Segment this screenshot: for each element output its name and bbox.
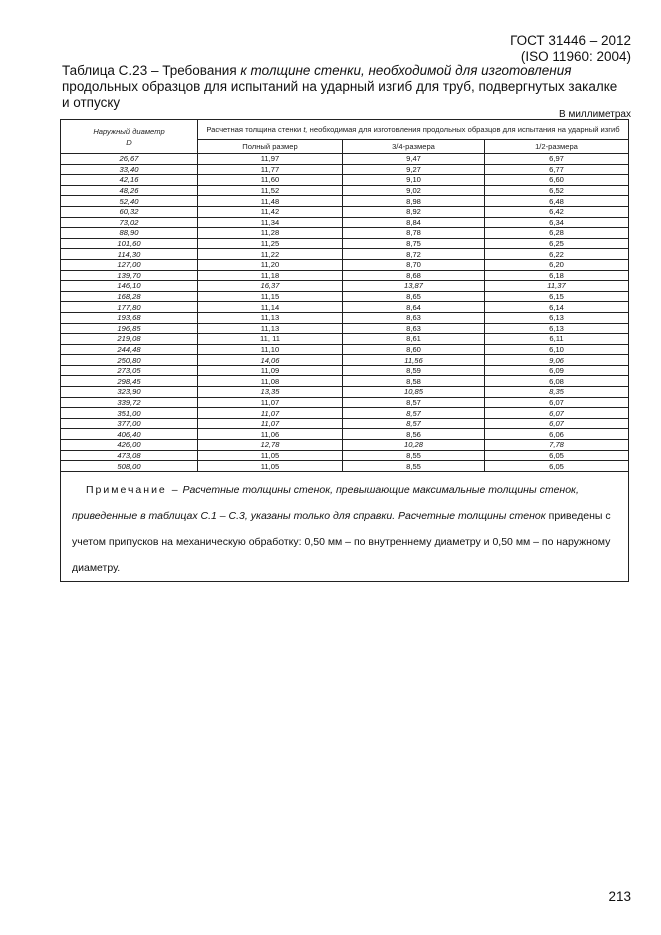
caption-italic: к толщине стенки, необходимой для изготовления — [240, 63, 572, 78]
three-quarter-size-cell: 8,84 — [343, 217, 485, 228]
three-quarter-size-cell: 13,87 — [343, 281, 485, 292]
half-size-cell: 6,34 — [485, 217, 629, 228]
three-quarter-size-cell: 8,68 — [343, 270, 485, 281]
full-size-cell: 11,42 — [198, 206, 343, 217]
table-row — [61, 397, 629, 408]
outer-diameter-cell: 244,48 — [61, 344, 198, 355]
outer-diameter-cell: 250,80 — [61, 355, 198, 366]
full-size-cell: 11,07 — [198, 408, 343, 419]
three-quarter-size-cell: 10,85 — [343, 387, 485, 398]
note-cell — [61, 471, 629, 581]
full-size-cell: 11,52 — [198, 185, 343, 196]
outer-diameter-label: Наружный диаметр — [93, 126, 165, 136]
half-size-cell: 6,07 — [485, 408, 629, 419]
table-row — [61, 440, 629, 451]
outer-diameter-cell: 127,00 — [61, 259, 198, 270]
half-size-cell: 6,08 — [485, 376, 629, 387]
full-size-cell: 11,28 — [198, 228, 343, 239]
three-quarter-size-cell: 8,57 — [343, 418, 485, 429]
half-size-cell: 6,07 — [485, 418, 629, 429]
half-size-cell: 9,06 — [485, 355, 629, 366]
table-row — [61, 376, 629, 387]
outer-diameter-cell: 298,45 — [61, 376, 198, 387]
full-size-header: Полный размер — [198, 140, 343, 154]
full-size-cell: 11,15 — [198, 291, 343, 302]
outer-diameter-cell: 146,10 — [61, 281, 198, 292]
thickness-header-a: Расчетная толщина стенки — [206, 124, 302, 134]
table-row — [61, 175, 629, 186]
note-plain-text: приведены с учетом припусков на механическую обработку: 0,50 мм – по внутреннему диаметру и 0,50 мм – по наружному диаметру. — [72, 509, 611, 574]
full-size-cell: 11,18 — [198, 270, 343, 281]
outer-diameter-cell: 508,00 — [61, 461, 198, 472]
note-label: Примечание – — [86, 483, 180, 496]
full-size-cell: 11,25 — [198, 238, 343, 249]
three-quarter-size-cell: 10,28 — [343, 440, 485, 451]
half-size-cell: 6,42 — [485, 206, 629, 217]
outer-diameter-cell: 406,40 — [61, 429, 198, 440]
table-row — [61, 238, 629, 249]
table-row — [61, 312, 629, 323]
outer-diameter-cell: 273,05 — [61, 365, 198, 376]
three-quarter-size-cell: 11,56 — [343, 355, 485, 366]
table-row — [61, 387, 629, 398]
full-size-cell: 11,05 — [198, 450, 343, 461]
outer-diameter-cell: 377,00 — [61, 418, 198, 429]
wall-thickness-table — [60, 119, 629, 582]
full-size-cell: 14,06 — [198, 355, 343, 366]
note-italic-text: Расчетные толщины стенок, превышающие максимальные толщины стенок, приведенные в таблицах C.1 – C.3, указаны только для справки. Расчетные толщины стенок — [72, 483, 579, 522]
half-size-cell: 6,60 — [485, 175, 629, 186]
half-size-cell: 6,22 — [485, 249, 629, 260]
full-size-cell: 11,06 — [198, 429, 343, 440]
page-number: 213 — [608, 889, 631, 904]
half-size-cell: 6,77 — [485, 164, 629, 175]
half-size-cell: 6,28 — [485, 228, 629, 239]
full-size-cell: 11,97 — [198, 154, 343, 165]
half-size-cell: 6,09 — [485, 365, 629, 376]
full-size-cell: 11,34 — [198, 217, 343, 228]
table-row — [61, 302, 629, 313]
table-row — [61, 418, 629, 429]
note-row — [61, 471, 629, 581]
three-quarter-size-cell: 8,61 — [343, 334, 485, 345]
three-quarter-size-header: 3/4-размера — [343, 140, 485, 154]
three-quarter-size-cell: 8,70 — [343, 259, 485, 270]
three-quarter-size-cell: 8,57 — [343, 408, 485, 419]
full-size-cell: 11,48 — [198, 196, 343, 207]
outer-diameter-cell: 177,80 — [61, 302, 198, 313]
outer-diameter-cell: 101,60 — [61, 238, 198, 249]
three-quarter-size-cell: 8,59 — [343, 365, 485, 376]
half-size-cell: 6,48 — [485, 196, 629, 207]
full-size-cell: 16,37 — [198, 281, 343, 292]
outer-diameter-cell: 168,28 — [61, 291, 198, 302]
thickness-header-b: необходимая для изготовления продольных образцов для испытания на ударный изгиб — [309, 124, 620, 134]
half-size-cell: 11,37 — [485, 281, 629, 292]
full-size-cell: 11,13 — [198, 323, 343, 334]
outer-diameter-cell: 196,85 — [61, 323, 198, 334]
full-size-cell: 11,60 — [198, 175, 343, 186]
three-quarter-size-cell: 9,10 — [343, 175, 485, 186]
half-size-cell: 6,07 — [485, 397, 629, 408]
outer-diameter-cell: 219,08 — [61, 334, 198, 345]
table-row — [61, 429, 629, 440]
half-size-cell: 6,05 — [485, 450, 629, 461]
standard-number: ГОСТ 31446 – 2012 — [510, 33, 631, 48]
three-quarter-size-cell: 9,02 — [343, 185, 485, 196]
table-row — [61, 154, 629, 165]
table-row — [61, 450, 629, 461]
full-size-cell: 11,09 — [198, 365, 343, 376]
table-row — [61, 334, 629, 345]
caption-lead: Таблица C.23 – Требования — [62, 63, 237, 78]
three-quarter-size-cell: 8,92 — [343, 206, 485, 217]
half-size-cell: 6,52 — [485, 185, 629, 196]
full-size-cell: 11,20 — [198, 259, 343, 270]
full-size-cell: 11,14 — [198, 302, 343, 313]
table-row — [61, 270, 629, 281]
table-row — [61, 408, 629, 419]
half-size-cell: 6,05 — [485, 461, 629, 472]
full-size-cell: 11,22 — [198, 249, 343, 260]
table-row — [61, 344, 629, 355]
full-size-cell: 11, 11 — [198, 334, 343, 345]
outer-diameter-cell: 60,32 — [61, 206, 198, 217]
three-quarter-size-cell: 8,63 — [343, 312, 485, 323]
outer-diameter-symbol: D — [126, 137, 132, 147]
three-quarter-size-cell: 8,55 — [343, 461, 485, 472]
table-body — [61, 154, 629, 472]
three-quarter-size-cell: 8,72 — [343, 249, 485, 260]
three-quarter-size-cell: 8,60 — [343, 344, 485, 355]
full-size-cell: 11,77 — [198, 164, 343, 175]
outer-diameter-cell: 26,67 — [61, 154, 198, 165]
outer-diameter-cell: 42,16 — [61, 175, 198, 186]
outer-diameter-cell: 323,90 — [61, 387, 198, 398]
outer-diameter-cell: 426,00 — [61, 440, 198, 451]
three-quarter-size-cell: 8,78 — [343, 228, 485, 239]
caption-rest: продольных образцов для испытаний на ударный изгиб для труб, подвергнутых закалке и отпуску — [62, 79, 618, 110]
half-size-cell: 6,13 — [485, 312, 629, 323]
full-size-cell: 12,78 — [198, 440, 343, 451]
outer-diameter-cell: 193,68 — [61, 312, 198, 323]
half-size-cell: 7,78 — [485, 440, 629, 451]
outer-diameter-cell: 139,70 — [61, 270, 198, 281]
table-row — [61, 259, 629, 270]
three-quarter-size-cell: 8,75 — [343, 238, 485, 249]
table-row — [61, 323, 629, 334]
half-size-cell: 6,20 — [485, 259, 629, 270]
three-quarter-size-cell: 8,65 — [343, 291, 485, 302]
half-size-cell: 6,14 — [485, 302, 629, 313]
three-quarter-size-cell: 9,27 — [343, 164, 485, 175]
half-size-cell: 6,13 — [485, 323, 629, 334]
three-quarter-size-cell: 8,98 — [343, 196, 485, 207]
table-row — [61, 217, 629, 228]
table-row — [61, 355, 629, 366]
half-size-cell: 6,25 — [485, 238, 629, 249]
outer-diameter-cell: 114,30 — [61, 249, 198, 260]
full-size-cell: 11,10 — [198, 344, 343, 355]
full-size-cell: 11,13 — [198, 312, 343, 323]
table-row — [61, 291, 629, 302]
half-size-cell: 6,15 — [485, 291, 629, 302]
half-size-cell: 6,10 — [485, 344, 629, 355]
half-size-cell: 8,35 — [485, 387, 629, 398]
outer-diameter-cell: 473,08 — [61, 450, 198, 461]
half-size-cell: 6,06 — [485, 429, 629, 440]
three-quarter-size-cell: 8,63 — [343, 323, 485, 334]
iso-reference: (ISO 11960: 2004) — [520, 49, 631, 64]
outer-diameter-cell: 339,72 — [61, 397, 198, 408]
three-quarter-size-cell: 8,64 — [343, 302, 485, 313]
table-row — [61, 281, 629, 292]
three-quarter-size-cell: 8,56 — [343, 429, 485, 440]
three-quarter-size-cell: 9,47 — [343, 154, 485, 165]
three-quarter-size-cell: 8,57 — [343, 397, 485, 408]
outer-diameter-cell: 33,40 — [61, 164, 198, 175]
outer-diameter-cell: 351,00 — [61, 408, 198, 419]
standard-designation — [510, 33, 631, 65]
full-size-cell: 11,08 — [198, 376, 343, 387]
full-size-cell: 11,07 — [198, 418, 343, 429]
outer-diameter-header — [61, 120, 198, 154]
half-size-cell: 6,97 — [485, 154, 629, 165]
outer-diameter-cell: 48,26 — [61, 185, 198, 196]
table-row — [61, 249, 629, 260]
table-row — [61, 196, 629, 207]
three-quarter-size-cell: 8,58 — [343, 376, 485, 387]
thickness-header-symbol: t, — [303, 124, 308, 134]
table-row — [61, 164, 629, 175]
full-size-cell: 13,35 — [198, 387, 343, 398]
half-size-header: 1/2-размера — [485, 140, 629, 154]
table-caption — [62, 63, 622, 111]
table-row — [61, 365, 629, 376]
thickness-group-header — [198, 120, 629, 140]
table-row — [61, 228, 629, 239]
units-label: В миллиметрах — [559, 109, 631, 120]
three-quarter-size-cell: 8,55 — [343, 450, 485, 461]
half-size-cell: 6,18 — [485, 270, 629, 281]
table-row — [61, 461, 629, 472]
table-row — [61, 185, 629, 196]
full-size-cell: 11,07 — [198, 397, 343, 408]
table-row — [61, 206, 629, 217]
full-size-cell: 11,05 — [198, 461, 343, 472]
outer-diameter-cell: 88,90 — [61, 228, 198, 239]
outer-diameter-cell: 52,40 — [61, 196, 198, 207]
outer-diameter-cell: 73,02 — [61, 217, 198, 228]
half-size-cell: 6,11 — [485, 334, 629, 345]
